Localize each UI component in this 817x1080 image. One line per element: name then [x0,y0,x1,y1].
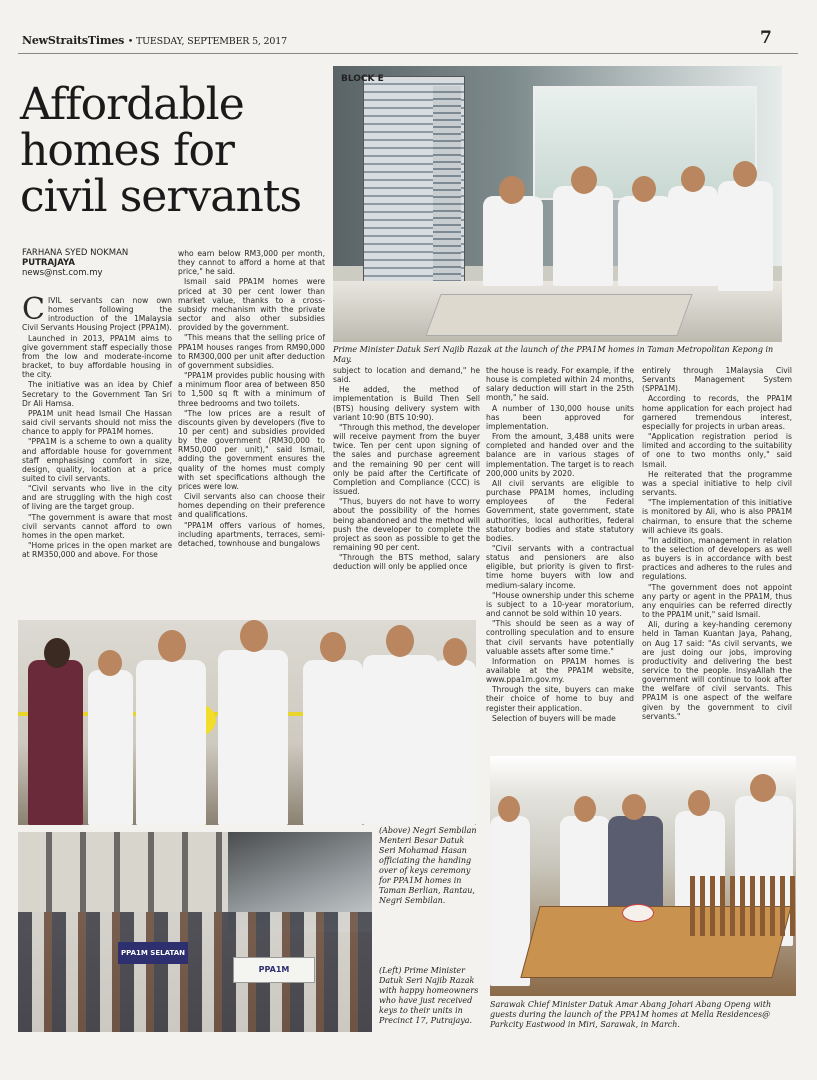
person-head [681,166,705,192]
paragraph: Information on PPA1M homes is available at the PPA1M website, www.ppa1m.gov.my. [486,656,634,685]
person [136,660,206,825]
paragraph: He added, the method of implementation is Build Then Sell (BTS) housing delivery system with variant 10:90 (BTS 10:90). [333,385,480,422]
paragraph: "Civil servants with a contractual status and pensioners are also eligible, but priority is given to first-time home buyers with low and medium-salary income. [486,543,634,590]
paragraph: "This should be seen as a way of controlling speculation and to ensure that civil servants have potentially valuable assets after some time." [486,619,634,656]
person-head [98,650,122,676]
paragraph: Through the site, buyers can make their choice of home to buy and register their application. [486,685,634,713]
photo-top-launch [333,66,782,342]
paragraph: who earn below RM3,000 per month, they cannot to afford a home at that price," he said. [178,249,325,277]
person-head [499,176,525,204]
photo-top-caption: Prime Minister Datuk Seri Najib Razak at the launch of the PPA1M homes in Taman Metropolitan Kepong in May. [333,345,774,364]
paragraph: "Application registration period is limited and according to the suitability of one to two months only," said Ismail. [642,432,792,469]
keys-sign-2: PPA1M [233,957,315,983]
paper-name: NewStraitsTimes [22,34,125,47]
paragraph: Selection of buyers will be made [492,713,616,723]
paragraph: "Civil servants who live in the city and are struggling with the high cost of living are the target group. [22,484,172,512]
paragraph-text: IVIL servants can now own homes following the introduction of the 1Malaysia Civil Servants Housing Project (PPA1M). [22,296,172,333]
building-sign: BLOCK E [341,74,384,84]
person [718,181,773,291]
paragraph: Ali, during a key-handing ceremony held in Taman Kuantan Jaya, Pahang, on Aug 17 said: "As civil servants, we are just doing our jobs, improving productivity and delivering the best service to the people. InsyaAllah the government will continue to look after the welfare of civil servants. This PPA1M is one aspect of the welfare given by the government to civil servants." [642,620,792,721]
person [618,196,673,286]
paragraph: According to records, the PPA1M home application for each project had garnered tremendous interest, especially for projects in urban areas. [642,394,792,431]
byline [22,248,128,278]
paragraph: Launched in 2013, PPA1M aims to give government staff especially those from the low and moderate-income bracket, to buy affordable housing in the city. [22,333,172,380]
person-head [574,796,596,822]
photo-ribbon-caption: (Above) Negri Sembilan Menteri Besar Datuk Seri Mohamad Hasan officiating the handing over of keys ceremony for PPA1M homes in Taman Berlian, Rantau, Negri Sembilan. [379,826,477,905]
person-head [386,625,414,657]
paragraph: All civil servants are eligible to purchase PPA1M homes, including employees of the Federal Government, state government, state authorities, local authorities, federal statutory bodies and state statutory bodies. [486,478,634,543]
person-head [158,630,186,662]
paragraph: From the amount, 3,488 units were completed and handed over and the balance are in various stages of implementation. The target is to reach 200,000 units by 2020. [486,432,634,478]
paragraph: "PPA1M offers various of homes, including apartments, terraces, semi-detached, townhouse and bungalows [178,520,325,548]
cake [622,904,654,922]
fence [690,876,796,936]
column-1 [22,292,172,560]
paragraph: "Through this method, the developer will receive payment from the buyer twice. Ten per cent upon signing of the sales and purchase agreement and the remaining 90 per cent will only be paid after the Certificate of Completion and Compliance (CCC) is issued. [333,422,480,497]
paragraph: subject to location and demand," he said. [333,366,480,385]
person-head [443,638,467,666]
person [483,196,543,286]
masthead-rule [18,53,798,54]
person [28,660,83,825]
photo-sarawak-caption: Sarawak Chief Minister Datuk Amar Abang Johari Abang Openg with guests during the launch of the PPA1M homes at Mella Residences@ Parkcity Eastwood in Miri, Sarawak, in March. [490,1000,772,1029]
paragraph: "The implementation of this initiative is monitored by Ali, who is also PPA1M chairman, to ensure that the scheme will achieve its goals. [642,498,792,535]
photo-sarawak-launch [490,756,796,996]
drop-cap: C [22,292,45,327]
page-number: 7 [760,28,772,48]
person-head [320,632,346,662]
paragraph: "The low prices are a result of discounts given by developers (five to 10 per cent) and subsidies provided by the government (RM30,000 to RM50,000 per unit)," said Ismail, adding the government ensures the quality of the homes must comply with set specifications although the prices were low. [178,408,325,491]
masthead [22,34,287,47]
person [303,660,363,825]
person [553,186,613,286]
paragraph: entirely through 1Malaysia Civil Servants Management System (SPPA1M). [642,366,792,394]
paragraph: Civil servants also can choose their homes depending on their preference and qualifications. [178,492,325,520]
paragraph: Ismail said PPA1M homes were priced at 30 per cent lower than market value, thanks to a cross-subsidy mechanism with the private sector and also other subsidies provided by the government. [178,277,325,333]
paragraph [22,292,172,333]
byline-email: news@nst.com.my [22,268,103,278]
paragraph: PPA1M unit head Ismail Che Hassan said civil servants should not miss the chance to apply for PPA1M homes. [22,408,172,437]
paragraph: "House ownership under this scheme is subject to a 10-year moratorium, and cannot be sold within 10 years. [486,590,634,619]
paragraph: He reiterated that the programme was a special initiative to help civil servants. [642,469,792,498]
paragraph: "This means that the selling price of PPA1M houses ranges from RM90,000 to RM300,000 per unit after deduction of government subsidies. [178,333,325,370]
paragraph: "Home prices in the open market are at RM350,000 and above. For those [22,541,172,560]
person-head [240,620,268,652]
column-2 [178,249,325,549]
person [88,670,133,825]
headline: Affordable homes for civil servants [20,79,302,222]
person [668,186,718,286]
column-5 [642,366,792,722]
photo-keys-caption: (Left) Prime Minister Datuk Seri Najib Razak with happy homeowners who have just received keys to their units in Precinct 17, Putrajaya. [379,966,479,1025]
person-head [632,176,656,202]
paragraph: the house is ready. For example, if the house is completed within 24 months, salary deduction will start in the 25th month," he said. [486,366,634,403]
byline-location: PUTRAJAYA [22,258,75,268]
paragraph: "The government is aware that most civil servants cannot afford to own homes in the open market. [22,512,172,540]
plaque [425,294,692,336]
person-head [498,796,520,822]
paragraph: A number of 130,000 house units has been approved for implementation. [486,403,634,431]
issue-date: • TUESDAY, SEPTEMBER 5, 2017 [127,36,287,47]
person-head [733,161,757,187]
photo-ribbon-ceremony [18,620,476,825]
person [363,655,438,825]
photo-keys-putrajaya [18,832,372,1032]
person-head [571,166,597,194]
column-4 [486,366,634,724]
paragraph: "PPA1M is a scheme to own a quality and affordable house for government staff emphasising comfort in size, design, quality, location at a price suited to civil servants. [22,437,172,483]
person-head [750,774,776,802]
person-head [44,638,70,668]
crowd [18,912,372,1032]
person [433,660,476,825]
person [218,650,288,825]
paragraph: "Through the BTS method, salary deduction will only be applied once [333,553,480,572]
paragraph: "Thus, buyers do not have to worry about the possibility of the homes being abandoned and the method will push the developer to complete the project as soon as possible to get the remaining 90 per cent. [333,497,480,552]
building [18,832,228,912]
paragraph: The initiative was an idea by Chief Secretary to the Government Tan Sri Dr Ali Hamsa. [22,380,172,408]
column-3 [333,366,480,572]
paragraph: "The government does not appoint any party or agent in the PPA1M, thus any enquiries can be referred directly to the PPA1M unit," said Ismail. [642,582,792,620]
person-head [688,790,710,816]
keys-sign: PPA1M SELATAN [118,942,188,964]
paragraph: "In addition, management in relation to the selection of developers as well as buyers is in accordance with best practices and adheres to the rules and regulations. [642,535,792,582]
person-head [622,794,646,820]
byline-author: FARHANA SYED NOKMAN [22,248,129,258]
paragraph: "PPA1M provides public housing with a minimum floor area of between 850 to 1,500 sq ft with a minimum of three bedrooms and two toilets. [178,371,325,408]
building-model-2 [433,86,461,306]
